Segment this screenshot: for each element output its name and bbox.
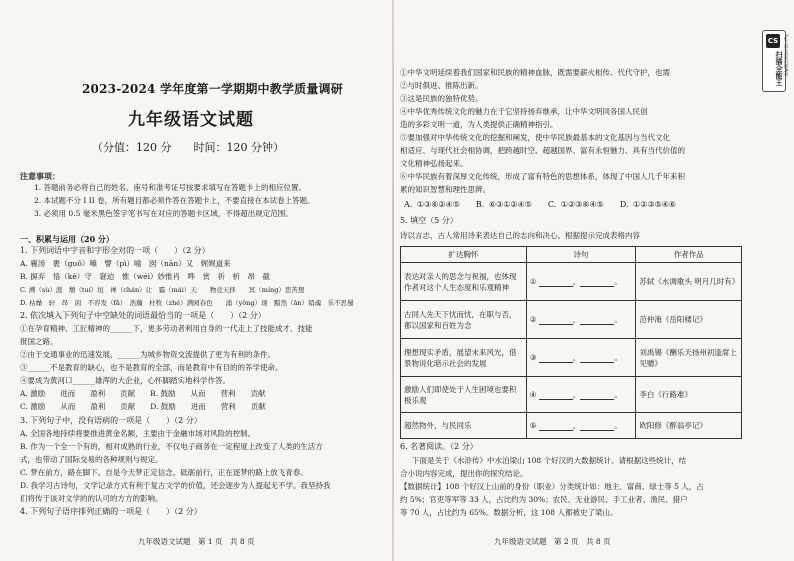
q2-sentence-1b: 报国之路。	[20, 337, 58, 346]
row-verse-blank[interactable]: ③ ， 。	[526, 339, 636, 377]
q2-sentence-4: ④要成为黄河口______雄浑的大企业，心怀脚踏实地科学作答。	[20, 376, 230, 385]
row-verse-blank[interactable]: ⑤ ， 。	[526, 413, 636, 439]
q3-option-d-cont: 们将传于该对文学的的认可的方方的影响。	[20, 494, 163, 503]
sentence-line-6: ⑤要加强对中华传统文化的挖掘和阐发，使中华民族最基本的文化基因与当代文化	[400, 133, 670, 142]
sentence-line-3: ③这是民族的独特优势。	[400, 94, 483, 103]
row-theme: 理想现实矛盾，展望未来风光，借景物说化暗示社会的发展	[401, 339, 527, 377]
sentence-line-9: ⑥中华民族有着深厚文化传统，形成了富有特色的思想体系，体现了中国人几千年来积	[400, 172, 685, 181]
sentence-line-7: 相适应、与现代社会相协调，把跨越时空、超越国界、富有永恒魅力、具有当代价值的	[400, 146, 685, 155]
sentence-line-4: ④中华优秀传统文化的魅力在于它坚持扬弃继承，让中华文明同各国人民创	[400, 107, 648, 116]
q2-sentence-2: ②由于交通事业的迅速发展，______为城乡物资交流提供了更为有利的条件。	[20, 350, 275, 359]
row-theme: 古同人先天下忧而忧，在职与否，都以国家和百姓为念	[401, 301, 527, 339]
table-row	[401, 377, 742, 413]
q6-line-5: 等 70 人，占比约为 65%。数据分析，这 108 人都被史了梁山。	[400, 508, 618, 517]
exam-subtitle: （分值：120 分 时间：120 分钟）	[92, 141, 284, 154]
q5-description: 诗以言志，古人常用诗来表达自己的志向和决心。根据提示完成表格内容	[400, 231, 640, 240]
row-number: ④	[529, 390, 537, 399]
row-number: ②	[529, 315, 537, 324]
camscanner-badge	[762, 30, 786, 92]
row-number: ③	[529, 353, 537, 362]
q1-option-a: A. 襄汤 裹（guǒ）嗓 譬（pì）喻 囡（nān）又 娓娓道来	[20, 259, 231, 268]
table-header-author: 作者作品	[636, 247, 742, 263]
question-3: 3. 下列句子中，没有语病的一项是（ ）（2 分）	[20, 416, 202, 425]
question-1: 1. 下列词语中字音和字形全对的一项（ ）（2 分）	[20, 246, 210, 255]
row-theme: 表达对亲人的思念与祝福，也体现作者对这个人生态度和乐观精神	[401, 263, 527, 301]
sentence-line-2: ②与时俱进、推陈出新。	[400, 81, 483, 90]
row-author: 李白《行路难》	[636, 377, 742, 413]
q1-option-c: C. 溯（sù）涯 颓（tuí）垣 禅（chán）让 霾（mái）天 物竞天择 冥（míng）思苦想	[20, 286, 305, 294]
q3-option-a: A. 全国各地持续将要推进黄金名额，主要由于金融市场对风险的控制。	[20, 429, 256, 438]
right-page	[398, 0, 758, 561]
q2-sentence-1: ①在孕育精神、工匠精神的______下，更多劳动者利用自身的一代走上了技能成才、技能	[20, 324, 313, 333]
camscanner-logo-icon: CS	[766, 34, 780, 48]
table-header-verse: 诗句	[526, 247, 636, 263]
sentence-line-10: 累的知识智慧和理性思辨。	[400, 185, 490, 194]
question-6: 6. 名著阅读。（2 分）	[400, 442, 478, 451]
poem-table	[400, 246, 742, 439]
page-fold	[392, 0, 394, 561]
note-3: 3. 必须用 0.5 毫米黑色签字笔书写在对应的答题卡区域，不得超出规定范围。	[34, 209, 293, 218]
row-author: 欧阳修《醉翁亭记》	[636, 413, 742, 439]
camscanner-tagline: 3亿人都在用的扫描App	[784, 34, 789, 77]
camscanner-name: 扫描全能王	[775, 51, 783, 86]
row-author: 刘禹锡《酬乐天扬州初逢席上见赠》	[636, 339, 742, 377]
sentence-line-8: 文化精神弘扬起来。	[400, 159, 468, 168]
q6-line-4: 约 5%；官吏等军等 33 人，占比约为 30%；农民、无业游民、手工业者、渔民、猎户	[400, 495, 688, 504]
q2-options-cd: C. 激励 从而 盈利 贡献 D. 鼓励 进而 营利 贡献	[20, 402, 266, 411]
exam-title: 九年级语文试题	[128, 110, 254, 130]
row-theme: 超然物外，与民同乐	[401, 413, 527, 439]
sentence-line-1: ①中华文明延续着我们国家和民族的精神血脉，既需要薪火相传、代代守护，也需	[400, 68, 670, 77]
q4-options: A. ①③⑥②④⑤ B. ⑥③①②④⑤ C. ①②③⑥④⑤ D. ①②③⑤④⑥	[404, 200, 677, 209]
sentence-line-5: 造的多彩文明一道，为人类提供正确精神指引。	[400, 120, 558, 129]
table-header-row	[401, 247, 742, 263]
section-1-heading: 一、积累与运用（20 分）	[20, 234, 114, 244]
q3-option-c: C. 梦在前方，路在脚下。自是今天梦正定信念，砥砺前行，正在逐梦的路上放飞青春。	[20, 468, 308, 477]
table-row	[401, 301, 742, 339]
row-verse-blank[interactable]: ② ， 。	[526, 301, 636, 339]
question-4: 4. 下列句子语序排列正确的一项是（ ）（2 分）	[20, 507, 202, 516]
right-footer: 九年级语文试题 第 2 页 共 8 页	[494, 537, 611, 546]
table-row	[401, 263, 742, 301]
q6-line-2: 合小说内容完成，提出你的探究结论。	[400, 469, 528, 478]
question-5: 5. 填空（5 分）	[400, 216, 458, 225]
q2-options-ab: A. 激励 进而 盈利 贡献 B. 鼓励 从而 营利 贡献	[20, 389, 266, 398]
row-theme: 激励人们即使处于人生困境也要积极乐观	[401, 377, 527, 413]
row-author: 范仲淹《岳阳楼记》	[636, 301, 742, 339]
notes-head: 注意事项：	[20, 171, 60, 181]
q2-sentence-3: ③______不是教育的缺心，也不是教育的全部，而是教育中有目的的养学使命。	[20, 363, 283, 372]
row-author: 苏轼《水调歌头 明月几时有》	[636, 263, 742, 301]
note-2: 2. 本试题不分 I II 卷，所有题目都必须作答在答题卡上，不要直接在本试卷上答题。	[34, 196, 315, 205]
exam-header: 2023-2024 学年度第一学期期中教学质量调研	[82, 82, 343, 96]
row-verse-blank[interactable]: ④ ， 。	[526, 377, 636, 413]
left-page	[0, 0, 390, 561]
q6-line-1: 下面是关于《水浒传》中水泊梁山 108 个好汉的大数据统计。请根据这些统计，结	[412, 456, 687, 465]
q1-option-b: B. 摒弃 恪（kè）守 窘迫 惟（wéi）妙惟肖 哗 赏 祈 析 昂 截	[20, 272, 271, 281]
q3-option-d: D. 我学习古诗句，文学记录方式有利于复古文学的价值，还会逐步为人提起无不学。我坚持我	[20, 481, 331, 490]
q3-option-b: B. 作为一个全一个有的，相对成熟的行业，不仅电子商务在一定程度上改变了人类的生活方	[20, 442, 323, 451]
q6-line-3: 【数据统计】108 个好汉上山前的身份（职业）分类统计如：地主、富商、绿士等 5 人，占	[400, 482, 704, 491]
row-number: ①	[529, 277, 537, 286]
table-row	[401, 413, 742, 439]
note-1: 1. 答题前务必将自己的姓名、座号和准考证号按要求填写在答题卡上的相应位置。	[34, 183, 307, 192]
row-number: ⑤	[529, 421, 537, 430]
row-verse-blank[interactable]: ① ， 。	[526, 263, 636, 301]
table-row	[401, 339, 742, 377]
question-2: 2. 依次填入下列句子中空缺处的词语最恰当的一项是（ ）（2 分）	[20, 311, 266, 320]
left-footer: 九年级语文试题 第 1 页 共 8 页	[138, 537, 255, 546]
q1-option-d: D. 枯燥 轩 昂 闲 不容发（fǎ） 浩瀚 杜牧（zhé）满园春色 涌（yǒng）现 黯然（ān）销魂 乐不思蜀	[20, 299, 354, 307]
q3-option-b-cont: 式，也带动了国际交易的各种规则与规定。	[20, 455, 163, 464]
table-header-theme: 扩达胸怀	[401, 247, 527, 263]
